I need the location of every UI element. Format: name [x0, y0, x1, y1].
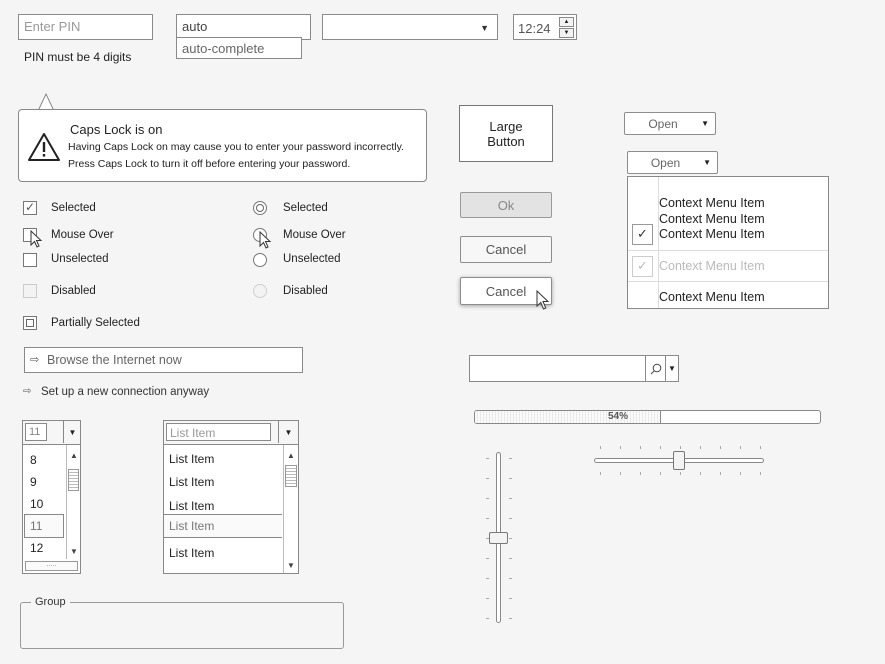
scrollbar-thumb[interactable]: [285, 465, 297, 487]
caps-lock-tooltip: [18, 109, 427, 182]
search-button[interactable]: [645, 355, 666, 382]
group-box-label: Group: [31, 596, 70, 608]
context-menu-separator: [628, 250, 828, 251]
number-list-scrollbar[interactable]: [66, 445, 80, 559]
checkbox-checked[interactable]: [632, 224, 653, 245]
checkmark-icon: ✓: [25, 200, 36, 214]
open-button-label: Open: [648, 116, 678, 131]
slider-thumb[interactable]: [489, 532, 508, 544]
radio-selected[interactable]: [253, 201, 267, 215]
list-item[interactable]: List Item: [169, 546, 215, 560]
group-box: [20, 602, 344, 649]
number-combo-input[interactable]: [25, 423, 47, 441]
open-dropdown-button[interactable]: [624, 112, 716, 135]
chevron-down-icon: ▼: [480, 23, 489, 33]
radio-disabled: [253, 284, 267, 298]
context-menu-item[interactable]: Context Menu Item: [659, 212, 765, 226]
context-menu-item[interactable]: Context Menu Item: [659, 290, 765, 304]
number-list-item-label: 11: [30, 519, 43, 533]
context-menu-item[interactable]: Context Menu Item: [659, 227, 765, 241]
checkmark-icon: ✓: [637, 258, 648, 273]
caps-lock-message-line1: Having Caps Lock on may cause you to enter your password incorrectly.: [68, 141, 404, 153]
list-combo-placeholder: List Item: [170, 426, 216, 440]
checkbox-unselected-label: Unselected: [51, 253, 109, 265]
dropdown-select[interactable]: [322, 14, 498, 40]
progress-fill: [475, 411, 661, 423]
open-menu-label: Open: [650, 155, 681, 170]
number-combo-toggle[interactable]: ▼: [63, 421, 81, 443]
scroll-up-icon[interactable]: ▲: [287, 450, 295, 460]
number-list-item[interactable]: 8: [30, 453, 37, 467]
scroll-down-icon[interactable]: ▼: [287, 560, 295, 570]
list-item-selected-label: List Item: [169, 519, 215, 533]
checkbox-partial-label: Partially Selected: [51, 317, 140, 329]
arrow-right-icon: ⇨: [30, 354, 40, 366]
checkbox-selected-label: Selected: [51, 202, 96, 214]
pin-placeholder: Enter PIN: [24, 19, 81, 34]
number-list-item[interactable]: 9: [30, 475, 37, 489]
slider-thumb[interactable]: [673, 451, 685, 470]
number-combo[interactable]: [22, 420, 81, 574]
radio-mouse-over-label: Mouse Over: [283, 229, 346, 241]
progress-bar: [474, 410, 821, 424]
pin-input[interactable]: [18, 14, 153, 40]
progress-label: 54%: [608, 411, 629, 422]
context-menu-separator: [628, 281, 828, 282]
list-item[interactable]: List Item: [169, 475, 215, 489]
context-menu: [627, 176, 829, 309]
large-button[interactable]: [459, 105, 553, 162]
cancel-button[interactable]: [460, 236, 552, 263]
radio-unselected[interactable]: [253, 253, 267, 267]
cancel-button-hover-label: Cancel: [485, 283, 527, 299]
search-icon: [650, 363, 662, 375]
number-list-item-selected[interactable]: [24, 514, 64, 538]
vertical-slider[interactable]: [484, 452, 514, 624]
autocomplete-suggestion[interactable]: [176, 37, 302, 59]
setup-connection-link[interactable]: Set up a new connection anyway: [41, 386, 210, 398]
open-menu-button[interactable]: [627, 151, 718, 174]
radio-dot: [256, 204, 264, 212]
arrow-right-icon: ⇨: [23, 386, 32, 397]
large-button-label: Large Button: [487, 118, 525, 149]
browse-internet-button[interactable]: [24, 347, 303, 373]
time-increment-button[interactable]: ▲: [559, 17, 574, 27]
list-combo-input[interactable]: [166, 423, 271, 441]
browse-internet-label: Browse the Internet now: [47, 353, 182, 367]
time-spinner[interactable]: [513, 14, 577, 40]
mouse-pointer-icon: [536, 290, 552, 312]
checkbox-unselected[interactable]: [23, 253, 37, 267]
list-item[interactable]: List Item: [169, 452, 215, 466]
context-menu-item-disabled: Context Menu Item: [659, 259, 765, 273]
checkbox-mouse-over-label: Mouse Over: [51, 229, 114, 241]
search-input[interactable]: [469, 355, 646, 382]
number-list-item[interactable]: 12: [30, 541, 44, 555]
checkmark-icon: ✓: [637, 226, 648, 241]
caps-lock-message-line2: Press Caps Lock to turn it off before entering your password.: [68, 158, 351, 170]
caps-lock-title: Caps Lock is on: [70, 122, 163, 137]
context-menu-item[interactable]: Context Menu Item: [659, 196, 765, 210]
list-combo[interactable]: [163, 420, 299, 574]
number-list-item[interactable]: 10: [30, 497, 44, 511]
list-combo-toggle[interactable]: ▼: [278, 421, 298, 443]
chevron-down-icon: ▼: [701, 119, 709, 128]
mouse-pointer-icon: [30, 230, 44, 250]
scrollbar-thumb[interactable]: [68, 469, 79, 491]
time-value: 12:24: [518, 21, 551, 36]
checkbox-selected[interactable]: [23, 201, 37, 215]
checkbox-disabled-label: Disabled: [51, 285, 96, 297]
list-item[interactable]: List Item: [169, 499, 215, 513]
list-combo-scrollbar[interactable]: [283, 445, 298, 573]
radio-selected-label: Selected: [283, 202, 328, 214]
checkbox-checked-disabled: [632, 256, 653, 277]
checkbox-disabled: [23, 284, 37, 298]
partial-indicator: [26, 319, 34, 327]
time-decrement-button[interactable]: ▼: [559, 28, 574, 38]
number-combo-value: 11: [29, 426, 41, 438]
ok-button-label: Ok: [497, 197, 515, 213]
horizontal-slider[interactable]: [594, 444, 764, 478]
radio-disabled-label: Disabled: [283, 285, 328, 297]
radio-unselected-label: Unselected: [283, 253, 341, 265]
autocomplete-value: auto: [182, 19, 208, 34]
scroll-down-icon[interactable]: ▼: [70, 546, 78, 556]
mouse-pointer-icon: [259, 231, 273, 251]
autocomplete-suggestion-label: auto-complete: [182, 41, 265, 56]
warning-icon: [27, 132, 61, 162]
search-options-button[interactable]: ▼: [665, 355, 679, 382]
checkbox-partially-selected[interactable]: [23, 316, 37, 330]
cancel-button-label: Cancel: [485, 242, 527, 257]
pin-helper-text: PIN must be 4 digits: [24, 50, 132, 64]
chevron-down-icon: ▼: [703, 158, 711, 167]
list-item-selected[interactable]: [164, 514, 282, 538]
ok-button[interactable]: [460, 192, 552, 218]
number-list-resize-handle[interactable]: .....: [25, 561, 78, 571]
scroll-up-icon[interactable]: ▲: [70, 450, 78, 460]
